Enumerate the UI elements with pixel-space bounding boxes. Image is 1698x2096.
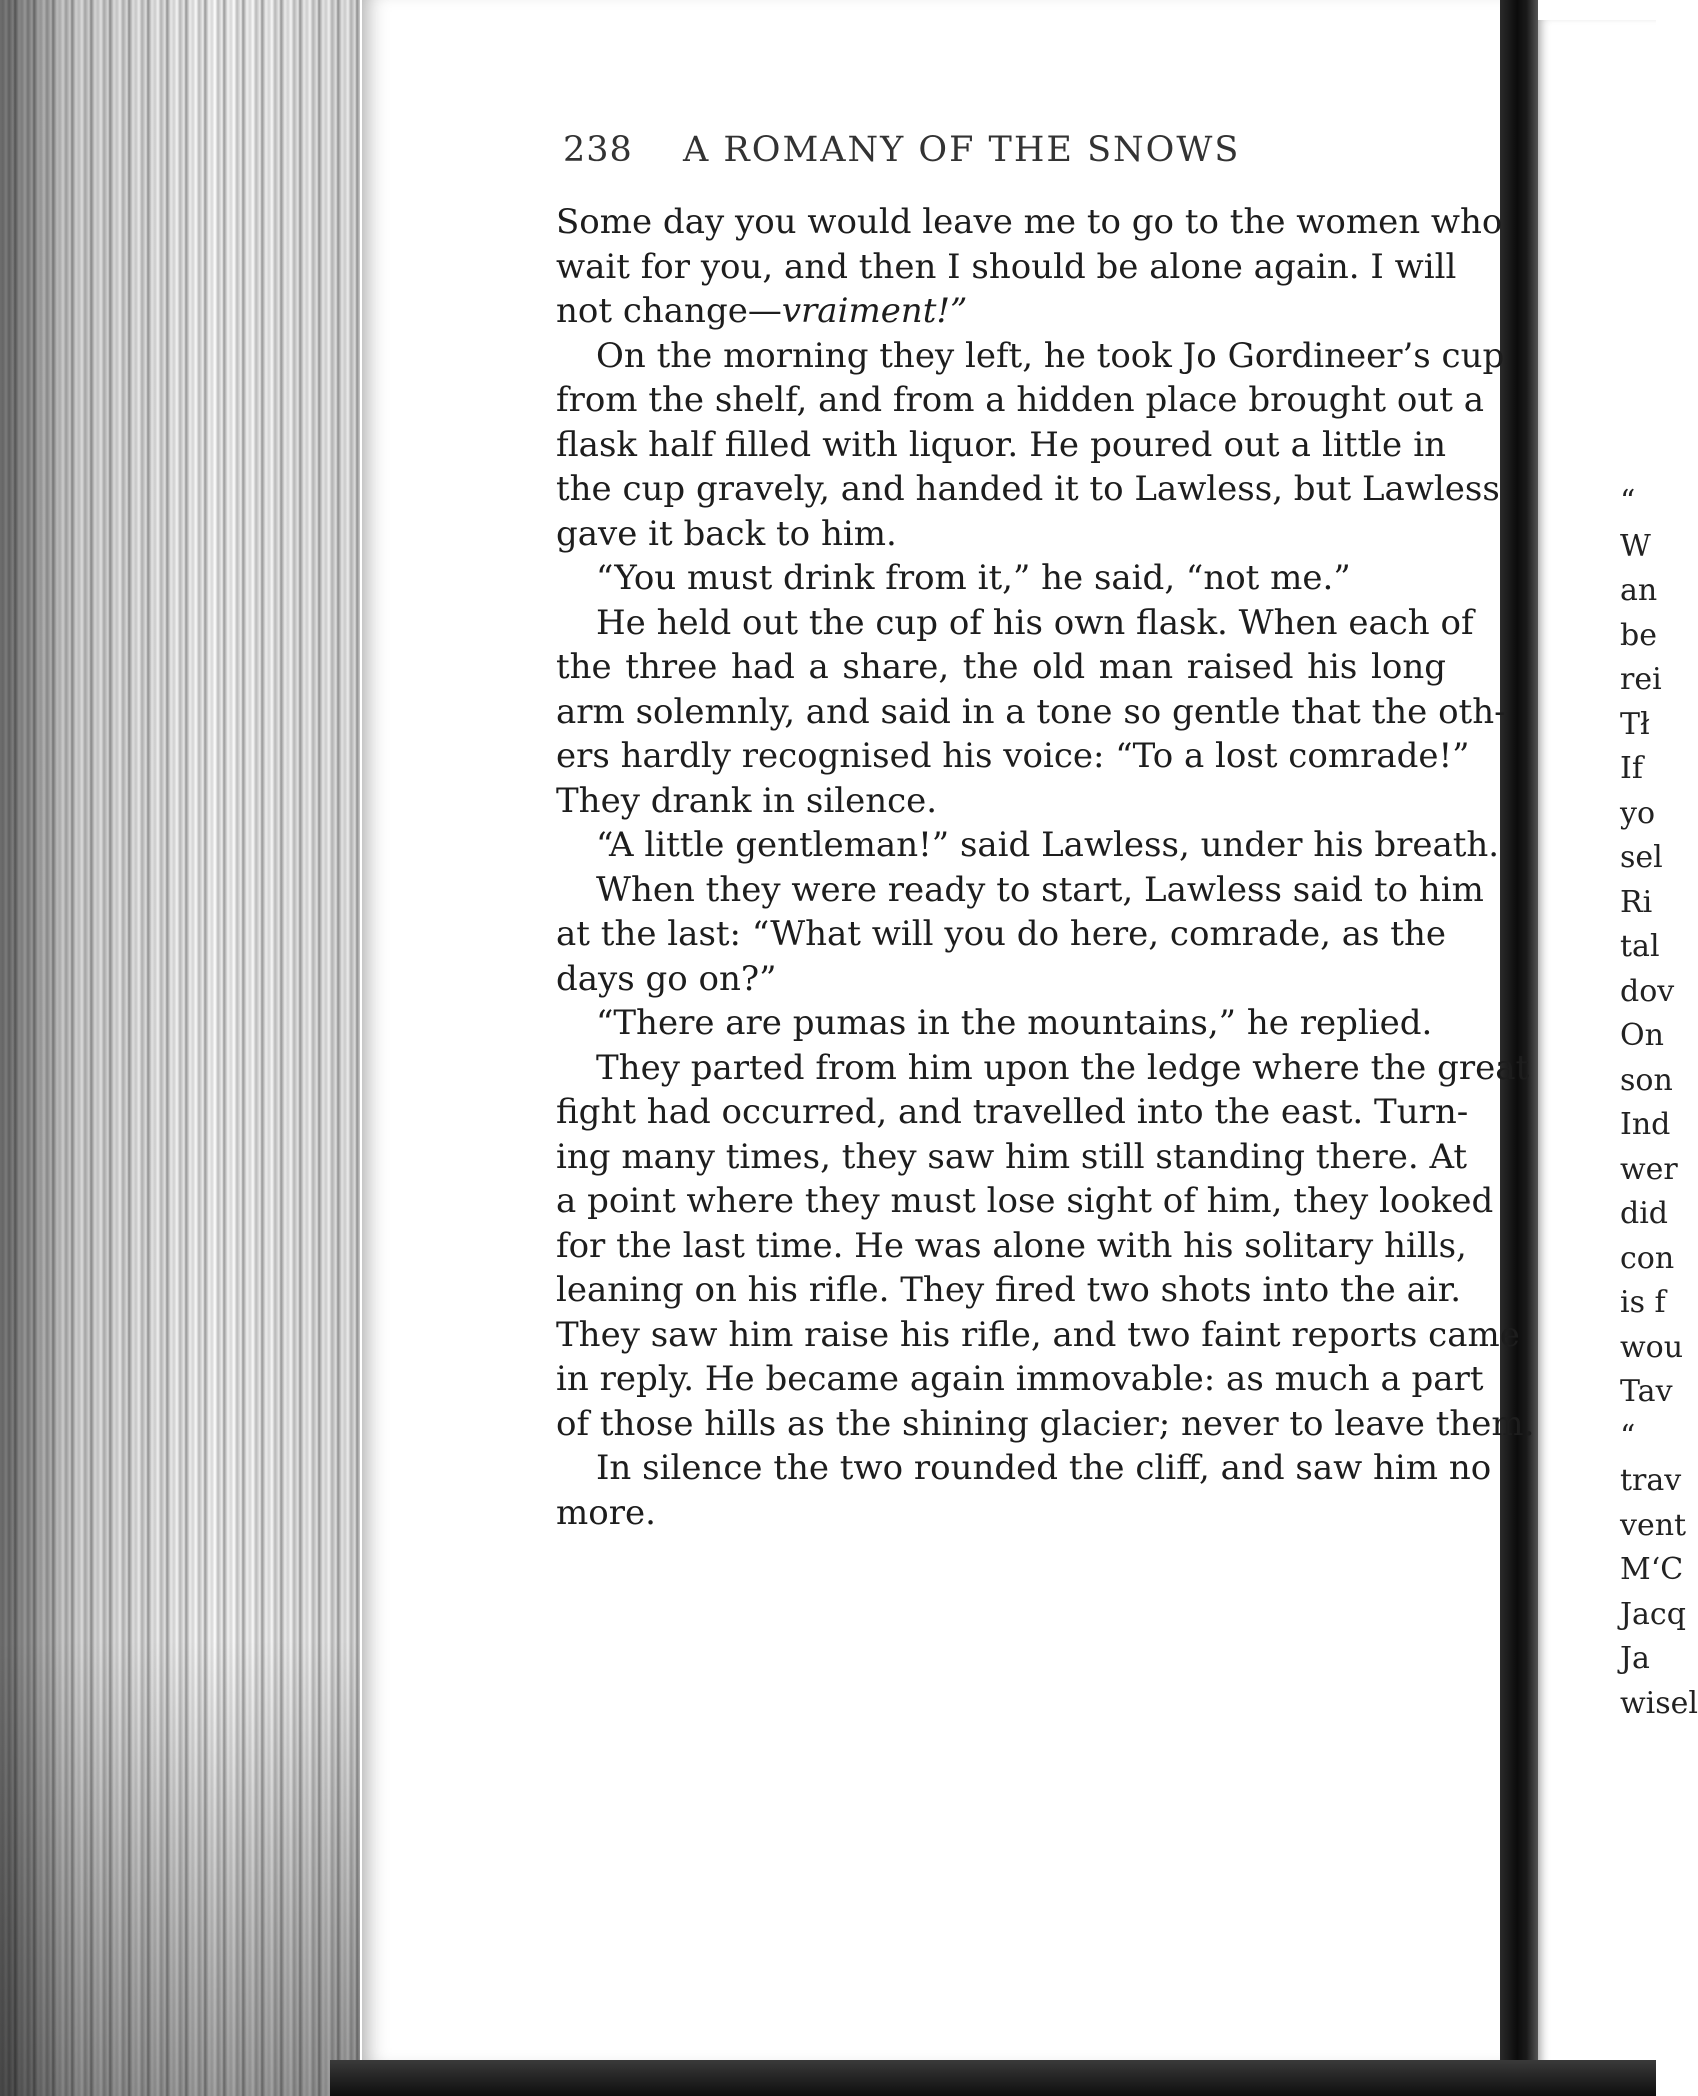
text-line: They saw him raise his rifle, and two faint reports came [556,1314,1520,1355]
text-line: leaning on his rifle. They fired two shots into the air. [556,1270,1462,1310]
facing-page-fragment: M‘C [1620,1552,1684,1587]
facing-page-fragment: trav [1620,1463,1682,1498]
facing-page-fragment: “ [1620,1418,1636,1454]
facing-page-fragment: rei [1620,662,1662,697]
facing-page-fragment: be [1620,617,1657,653]
facing-page-fragment: tal [1620,929,1660,964]
text-line: Some day you would leave me to go to the women who [556,202,1503,242]
text-line: flask half filled with liquor. He poured out a little in [556,424,1446,465]
body-text [556,200,1535,1535]
facing-page-fragment: Tav [1620,1374,1673,1409]
text-line: at the last: “What will you do here, comrade, as the [556,914,1446,954]
text-line: “A little gentleman!” said Lawless, under his breath. [596,825,1500,865]
text-line: “There are pumas in the mountains,” he replied. [596,1003,1433,1043]
facing-page-fragment: Jacq [1620,1596,1686,1632]
scan-bottom-border [330,2060,1656,2096]
text-line: in reply. He became again immovable: as much a part [556,1359,1484,1399]
text-line: When they were ready to start, Lawless said to him [596,869,1484,910]
facing-page-fragment: W [1620,528,1651,564]
page-number: 238 [563,130,633,170]
text-line: fight had occurred, and travelled into the east. Turn- [556,1092,1469,1132]
text-line: of those hills as the shining glacier; never to leave them. [556,1403,1535,1444]
text-line: for the last time. He was alone with his solitary hills, [556,1225,1467,1266]
text-line: gave it back to him. [556,513,897,554]
facing-page-fragment: son [1620,1062,1673,1098]
facing-page-fragment: “ [1620,484,1636,519]
running-title: A ROMANY OF THE SNOWS [683,130,1241,170]
text-line: arm solemnly, and said in a tone so gentle that the oth- [556,691,1506,732]
text-line: the cup gravely, and handed it to Lawless, but Lawless [556,469,1500,509]
text-line: In silence the two rounded the cliff, and saw him no [596,1448,1492,1488]
facing-page-fragment: Ja [1620,1641,1650,1676]
facing-page-fragment: dov [1620,973,1675,1009]
text-line: more. [556,1492,656,1533]
facing-page-fragment: vent [1620,1507,1687,1543]
text-line: They parted from him upon the ledge where the great [596,1047,1530,1088]
text-line: They drank in silence. [556,780,938,821]
text-line: wait for you, and then I should be alone again. I will [556,246,1457,287]
facing-page-fragment: wisel [1620,1685,1698,1721]
facing-page-fragment: On [1620,1018,1664,1053]
text-line: not change—vraiment!” [556,291,968,331]
running-head [563,130,1303,180]
text-line: On the morning they left, he took Jo Gordineer’s cup [596,335,1505,376]
facing-page-fragment: an [1620,573,1658,608]
text-line: “You must drink from it,” he said, “not me.” [596,558,1351,598]
facing-page-fragment: Tł [1620,706,1650,742]
facing-page-fragment: If [1620,751,1643,786]
text-line: the three had a share, the old man raised his long [556,647,1446,687]
facing-page-fragment: is f [1620,1285,1666,1320]
text-line: days go on?” [556,958,777,999]
text-line: ers hardly recognised his voice: “To a lost comrade!” [556,736,1470,776]
page-edges-shadow [0,1640,360,2096]
facing-page-fragment: Ind [1620,1107,1671,1142]
text-line: from the shelf, and from a hidden place brought out a [556,380,1484,420]
facing-page-fragment: Ri [1620,884,1653,920]
facing-page-fragment: con [1620,1240,1675,1276]
facing-page-fragment: did [1620,1196,1669,1231]
text-line: a point where they must lose sight of him, they looked [556,1181,1494,1221]
text-line: ing many times, they saw him still standing there. At [556,1136,1468,1177]
text-line: He held out the cup of his own flask. When each of [596,602,1474,643]
facing-page-fragment: sel [1620,840,1663,875]
facing-page-text [1620,480,1698,1726]
facing-page-fragment: wou [1620,1329,1684,1365]
facing-page-fragment: yo [1620,795,1656,831]
facing-page-fragment: wer [1620,1151,1678,1187]
